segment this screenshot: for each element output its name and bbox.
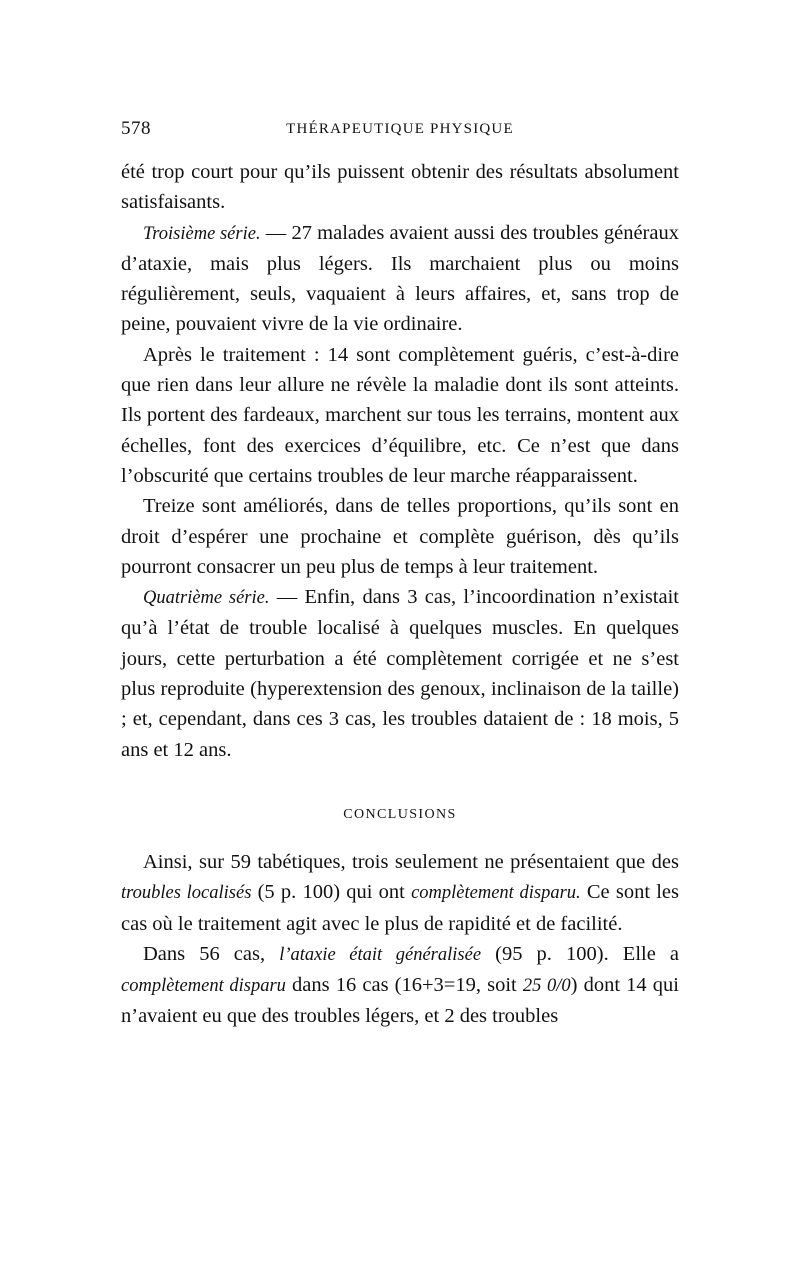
page-number: 578 [121, 118, 151, 139]
emphasis: troubles localisés [121, 883, 252, 904]
conclusions-text [121, 847, 679, 1032]
paragraph-continuation [121, 157, 679, 218]
body-text [121, 157, 679, 765]
emphasis: l’ataxie était généralisée [279, 944, 482, 965]
text-run: Ainsi, sur 59 tabétiques, trois seulement ne présentaient que des [143, 851, 679, 873]
text-run: (95 p. 100). Elle a [481, 942, 679, 965]
page-header [121, 118, 679, 142]
emphasis: complètement disparu [121, 976, 286, 997]
paragraph-conclusion-2 [121, 939, 679, 1032]
text-run: dans 16 cas (16+3=19, soit [285, 974, 523, 997]
paragraph-text: Après le traitement : 14 sont complètement guéris, c’est-à-dire que rien dans leur allure ne révèle la maladie dont ils sont atteints. Ils portent des fardeaux, marchent sur tous les terrains, montent aux échelles, font des exercices d’équilibre, etc. Ce n’est que dans l’obscurité que certains troubles de leur marche réapparaissent. [121, 343, 679, 487]
paragraph-text: été trop court pour qu’ils puissent obtenir des résultats absolument satisfaisants. [121, 161, 679, 214]
paragraph-after-treatment [121, 340, 679, 491]
emphasis: 25 0/0 [522, 976, 571, 997]
running-head: THÉRAPEUTIQUE PHYSIQUE [286, 121, 514, 137]
paragraph-fourth-series [121, 582, 679, 765]
emphasis: complètement disparu. [411, 883, 581, 904]
section-heading: CONCLUSIONS [343, 807, 457, 822]
text-run: (5 p. 100) qui ont [251, 881, 412, 904]
series-label: Troisième série. [143, 223, 261, 244]
paragraph-third-series [121, 218, 679, 340]
text-run: ) dont 14 qui n’avaient eu que des troubles légers, et 2 des troubles [121, 974, 680, 1028]
paragraph-text: — Enfin, dans 3 cas, l’incoordination n’existait qu’à l’état de trouble localisé à quelques muscles. En quelques jours, cette perturbation a été complètement corrigée et ne s’est plus reproduite (hyperextension des genoux, inclinaison de la taille) ; et, cependant, dans ces 3 cas, les troubles dataient de : 18 mois, 5 ans et 12 ans. [121, 586, 679, 761]
paragraph-text: — 27 malades avaient aussi des troubles généraux d’ataxie, mais plus légers. Ils marchaient plus ou moins régulièrement, seuls, vaquaient à leurs affaires, et, sans trop de peine, pouvaient vivre de la vie ordinaire. [121, 221, 679, 336]
paragraph-improved [121, 491, 679, 582]
text-run: Ce sont les cas où le traitement agit avec le plus de rapidité et de facilité. [121, 881, 680, 935]
series-label: Quatrième série. [143, 588, 270, 609]
paragraph-conclusion-1 [121, 847, 679, 939]
text-run: Dans 56 cas, [143, 942, 280, 965]
paragraph-text: Treize sont améliorés, dans de telles proportions, qu’ils sont en droit d’espérer une prochaine et complète guérison, dès qu’ils pourront consacrer un peu plus de temps à leur traitement. [121, 495, 679, 578]
